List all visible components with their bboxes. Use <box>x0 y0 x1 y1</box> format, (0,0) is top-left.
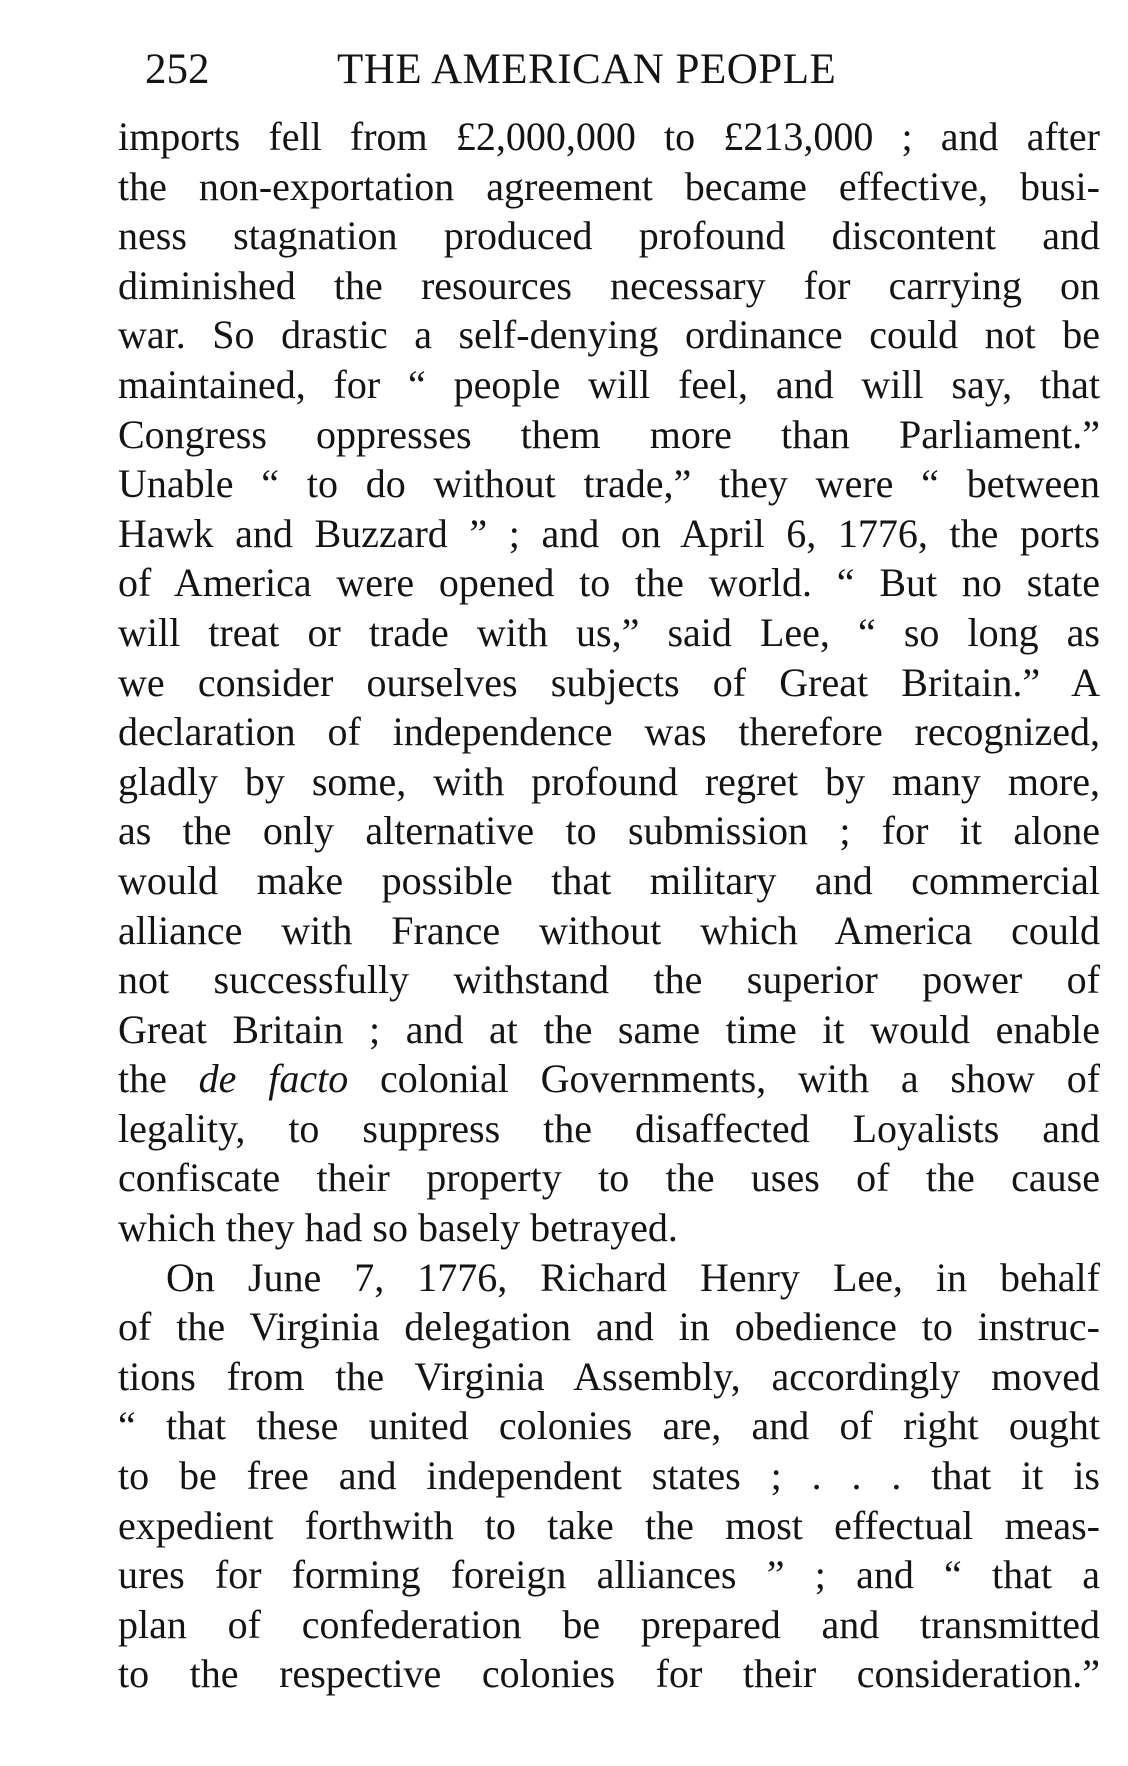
text-line: we consider ourselves subjects of Great Britain.” A <box>118 659 1100 705</box>
text-line: the non-exportation agreement became effective, busi- <box>118 163 1100 209</box>
text-line: “ that these united colonies are, and of right ought <box>118 1403 1100 1449</box>
text-line: alliance with France without which America could <box>118 907 1100 953</box>
text-line: confiscate their property to the uses of the cause <box>118 1155 1100 1201</box>
text-line: declaration of independence was therefore recognized, <box>118 709 1100 755</box>
running-head: THE AMERICAN PEOPLE <box>337 46 837 93</box>
text-line: Great Britain ; and at the same time it would enable <box>118 1006 1100 1052</box>
text-line: expedient forthwith to take the most effectual meas- <box>118 1502 1100 1548</box>
italic-phrase: de facto <box>198 1056 349 1102</box>
text-line: to the respective colonies for their consideration.” <box>118 1651 1100 1697</box>
paragraph-2 <box>118 1253 1100 1699</box>
text-line: gladly by some, with profound regret by many more, <box>118 758 1100 804</box>
text-line: war. So drastic a self-denying ordinance could not be <box>118 312 1100 358</box>
text-line: tions from the Virginia Assembly, accordingly moved <box>118 1353 1100 1399</box>
text-line: plan of confederation be prepared and transmitted <box>118 1601 1100 1647</box>
text-line: to be free and independent states ; . . . that it is <box>118 1453 1100 1499</box>
text-line: will treat or trade with us,” said Lee, “ so long as <box>118 609 1100 655</box>
text-segment: the <box>118 1056 199 1102</box>
paragraph-1 <box>118 112 1100 1253</box>
text-line: of America were opened to the world. “ But no state <box>118 560 1100 606</box>
page-number: 252 <box>145 46 210 93</box>
text-line: of the Virginia delegation and in obedience to instruc- <box>118 1304 1100 1350</box>
text-line: Hawk and Buzzard ” ; and on April 6, 1776, the ports <box>118 510 1100 556</box>
text-line: as the only alternative to submission ; for it alone <box>118 808 1100 854</box>
text-line: imports fell from £2,000,000 to £213,000 ; and after <box>118 114 1100 159</box>
text-line: not successfully withstand the superior power of <box>118 957 1100 1003</box>
text-line: ness stagnation produced profound discontent and <box>118 213 1100 259</box>
text-line: Congress oppresses them more than Parliament.” <box>118 411 1100 457</box>
text-line: legality, to suppress the disaffected Loyalists and <box>118 1105 1100 1151</box>
text-line: diminished the resources necessary for carrying on <box>118 262 1100 308</box>
text-line: ures for forming foreign alliances ” ; and “ that a <box>118 1552 1100 1598</box>
text-line: On June 7, 1776, Richard Henry Lee, in behalf <box>166 1254 1100 1300</box>
body-text <box>118 112 1100 1699</box>
text-segment: colonial Governments, with a show of <box>348 1056 1101 1102</box>
page-header <box>145 40 1045 100</box>
text-line: maintained, for “ people will feel, and will say, that <box>118 361 1100 407</box>
text-line: Unable “ to do without trade,” they were “ between <box>118 461 1100 507</box>
text-line: would make possible that military and commercial <box>118 857 1100 903</box>
text-line: which they had so basely betrayed. <box>118 1205 678 1251</box>
text-line-with-italic <box>118 1054 1100 1104</box>
